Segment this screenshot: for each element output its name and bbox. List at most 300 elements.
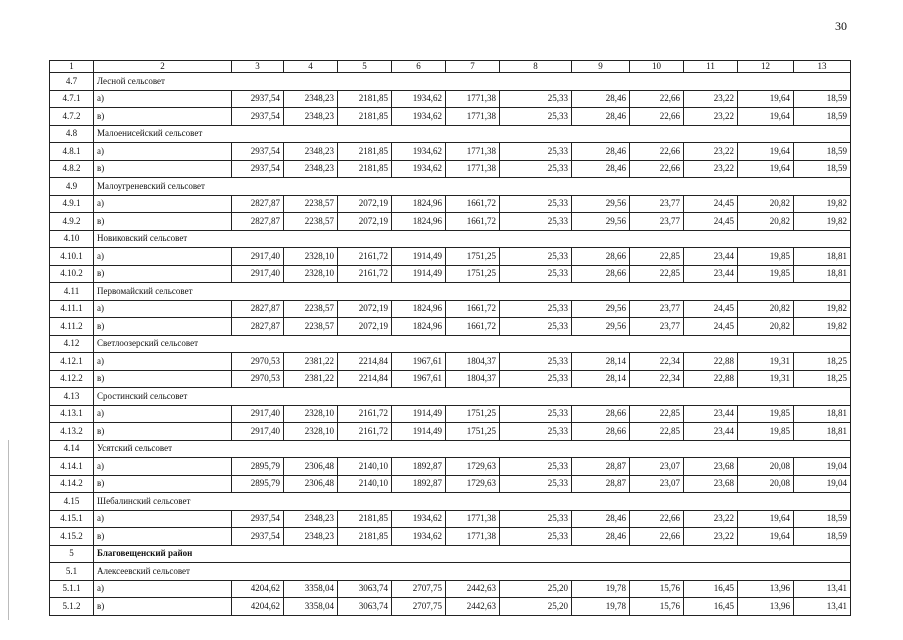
row-code: 4.13: [50, 388, 94, 406]
value-cell: 24,45: [684, 300, 738, 318]
value-cell: 23,22: [684, 510, 738, 528]
value-cell: 2238,57: [284, 318, 338, 336]
value-cell: 25,33: [500, 475, 572, 493]
value-cell: 25,33: [500, 108, 572, 126]
value-cell: 24,45: [684, 213, 738, 231]
value-cell: 1967,61: [392, 353, 446, 371]
value-cell: 1804,37: [446, 370, 500, 388]
value-cell: 2937,54: [232, 143, 284, 161]
value-cell: 2937,54: [232, 160, 284, 178]
value-cell: 20,08: [738, 475, 794, 493]
tariff-table: [49, 60, 851, 616]
value-cell: 25,33: [500, 248, 572, 266]
section-name: Шебалинский сельсовет: [94, 493, 851, 511]
value-cell: 2348,23: [284, 90, 338, 108]
row-label: в): [94, 318, 232, 336]
column-number-header: 11: [684, 61, 738, 73]
table-row: [50, 370, 851, 388]
row-code: 4.10.2: [50, 265, 94, 283]
value-cell: 2328,10: [284, 423, 338, 441]
row-code: 4.15.2: [50, 528, 94, 546]
value-cell: 2895,79: [232, 458, 284, 476]
value-cell: 19,85: [738, 405, 794, 423]
value-cell: 1934,62: [392, 143, 446, 161]
row-label: в): [94, 108, 232, 126]
value-cell: 19,64: [738, 90, 794, 108]
row-code: 4.15: [50, 493, 94, 511]
value-cell: 23,22: [684, 528, 738, 546]
value-cell: 2328,10: [284, 248, 338, 266]
section-name: Усятский сельсовет: [94, 440, 851, 458]
row-code: 4.12.1: [50, 353, 94, 371]
row-code: 4.12.2: [50, 370, 94, 388]
value-cell: 1771,38: [446, 108, 500, 126]
value-cell: 2348,23: [284, 108, 338, 126]
row-code: 4.10: [50, 230, 94, 248]
row-code: 4.7.1: [50, 90, 94, 108]
value-cell: 2072,19: [338, 195, 392, 213]
value-cell: 1751,25: [446, 423, 500, 441]
value-cell: 3358,04: [284, 598, 338, 616]
value-cell: 25,33: [500, 213, 572, 231]
value-cell: 1729,63: [446, 458, 500, 476]
value-cell: 25,33: [500, 423, 572, 441]
value-cell: 22,66: [630, 510, 684, 528]
value-cell: 25,33: [500, 405, 572, 423]
row-label: а): [94, 580, 232, 598]
row-code: 4.8: [50, 125, 94, 143]
value-cell: 28,87: [572, 475, 630, 493]
table-row: [50, 108, 851, 126]
value-cell: 19,78: [572, 598, 630, 616]
value-cell: 2306,48: [284, 475, 338, 493]
scan-edge-line: [8, 440, 9, 620]
value-cell: 29,56: [572, 195, 630, 213]
value-cell: 16,45: [684, 580, 738, 598]
value-cell: 1661,72: [446, 213, 500, 231]
value-cell: 23,44: [684, 265, 738, 283]
row-label: в): [94, 528, 232, 546]
row-label: в): [94, 160, 232, 178]
region-name: Благовещенский район: [94, 545, 851, 563]
value-cell: 2917,40: [232, 405, 284, 423]
value-cell: 2140,10: [338, 475, 392, 493]
value-cell: 25,20: [500, 598, 572, 616]
value-cell: 2970,53: [232, 370, 284, 388]
value-cell: 2238,57: [284, 195, 338, 213]
value-cell: 2306,48: [284, 458, 338, 476]
value-cell: 18,59: [794, 528, 851, 546]
value-cell: 2917,40: [232, 248, 284, 266]
value-cell: 24,45: [684, 195, 738, 213]
value-cell: 29,56: [572, 318, 630, 336]
section-row: [50, 335, 851, 353]
value-cell: 22,34: [630, 370, 684, 388]
value-cell: 23,22: [684, 160, 738, 178]
value-cell: 2917,40: [232, 423, 284, 441]
value-cell: 18,59: [794, 108, 851, 126]
value-cell: 2827,87: [232, 300, 284, 318]
row-code: 4.13.2: [50, 423, 94, 441]
value-cell: 3358,04: [284, 580, 338, 598]
value-cell: 28,46: [572, 143, 630, 161]
table-row: [50, 405, 851, 423]
value-cell: 2895,79: [232, 475, 284, 493]
value-cell: 28,46: [572, 160, 630, 178]
value-cell: 1934,62: [392, 108, 446, 126]
table-row: [50, 195, 851, 213]
value-cell: 1751,25: [446, 265, 500, 283]
column-number-header: 2: [94, 61, 232, 73]
value-cell: 18,81: [794, 423, 851, 441]
value-cell: 19,82: [794, 213, 851, 231]
value-cell: 25,33: [500, 160, 572, 178]
value-cell: 2238,57: [284, 213, 338, 231]
table-row: [50, 458, 851, 476]
value-cell: 25,33: [500, 528, 572, 546]
value-cell: 23,44: [684, 405, 738, 423]
value-cell: 23,22: [684, 90, 738, 108]
value-cell: 28,46: [572, 90, 630, 108]
value-cell: 2707,75: [392, 598, 446, 616]
value-cell: 13,41: [794, 598, 851, 616]
section-name: Лесной сельсовет: [94, 73, 851, 91]
value-cell: 18,81: [794, 405, 851, 423]
section-name: Сростинский сельсовет: [94, 388, 851, 406]
value-cell: 19,64: [738, 143, 794, 161]
value-cell: 2214,84: [338, 370, 392, 388]
table-row: [50, 580, 851, 598]
value-cell: 29,56: [572, 213, 630, 231]
value-cell: 1661,72: [446, 318, 500, 336]
value-cell: 22,88: [684, 353, 738, 371]
value-cell: 1892,87: [392, 475, 446, 493]
value-cell: 19,85: [738, 265, 794, 283]
row-code: 4.10.1: [50, 248, 94, 266]
section-name: Малоенисейский сельсовет: [94, 125, 851, 143]
row-label: а): [94, 353, 232, 371]
value-cell: 1824,96: [392, 195, 446, 213]
row-code: 4.12: [50, 335, 94, 353]
value-cell: 28,66: [572, 248, 630, 266]
column-number-header: 5: [338, 61, 392, 73]
section-name: Новиковский сельсовет: [94, 230, 851, 248]
value-cell: 28,87: [572, 458, 630, 476]
value-cell: 2707,75: [392, 580, 446, 598]
value-cell: 2937,54: [232, 528, 284, 546]
value-cell: 19,04: [794, 458, 851, 476]
row-code: 5.1.2: [50, 598, 94, 616]
value-cell: 23,07: [630, 458, 684, 476]
value-cell: 2072,19: [338, 318, 392, 336]
row-code: 4.11.1: [50, 300, 94, 318]
value-cell: 1751,25: [446, 248, 500, 266]
value-cell: 13,41: [794, 580, 851, 598]
value-cell: 2140,10: [338, 458, 392, 476]
value-cell: 1824,96: [392, 318, 446, 336]
value-cell: 22,66: [630, 528, 684, 546]
row-code: 4.11: [50, 283, 94, 301]
table-row: [50, 510, 851, 528]
value-cell: 13,96: [738, 598, 794, 616]
value-cell: 18,25: [794, 353, 851, 371]
value-cell: 2348,23: [284, 510, 338, 528]
section-name: Первомайский сельсовет: [94, 283, 851, 301]
value-cell: 1771,38: [446, 90, 500, 108]
row-code: 4.9: [50, 178, 94, 196]
table-row: [50, 90, 851, 108]
value-cell: 2937,54: [232, 90, 284, 108]
table-row: [50, 318, 851, 336]
value-cell: 28,14: [572, 353, 630, 371]
value-cell: 2348,23: [284, 143, 338, 161]
value-cell: 19,64: [738, 160, 794, 178]
table-row: [50, 213, 851, 231]
value-cell: 23,07: [630, 475, 684, 493]
row-code: 4.13.1: [50, 405, 94, 423]
row-code: 4.15.1: [50, 510, 94, 528]
table-row: [50, 300, 851, 318]
value-cell: 2970,53: [232, 353, 284, 371]
value-cell: 4204,62: [232, 580, 284, 598]
value-cell: 24,45: [684, 318, 738, 336]
section-row: [50, 283, 851, 301]
value-cell: 1824,96: [392, 300, 446, 318]
value-cell: 2214,84: [338, 353, 392, 371]
value-cell: 1914,49: [392, 405, 446, 423]
value-cell: 19,82: [794, 300, 851, 318]
row-label: а): [94, 195, 232, 213]
section-row: [50, 230, 851, 248]
value-cell: 23,22: [684, 108, 738, 126]
column-number-header: 12: [738, 61, 794, 73]
value-cell: 22,88: [684, 370, 738, 388]
value-cell: 2181,85: [338, 90, 392, 108]
value-cell: 1934,62: [392, 510, 446, 528]
value-cell: 1771,38: [446, 510, 500, 528]
section-row: [50, 493, 851, 511]
value-cell: 22,85: [630, 423, 684, 441]
value-cell: 28,14: [572, 370, 630, 388]
value-cell: 25,33: [500, 195, 572, 213]
value-cell: 2381,22: [284, 370, 338, 388]
value-cell: 25,33: [500, 143, 572, 161]
table-row: [50, 248, 851, 266]
section-name: Алексеевский сельсовет: [94, 563, 851, 581]
value-cell: 1967,61: [392, 370, 446, 388]
column-number-header-row: [50, 61, 851, 73]
section-row: [50, 125, 851, 143]
value-cell: 20,08: [738, 458, 794, 476]
value-cell: 25,33: [500, 318, 572, 336]
value-cell: 19,82: [794, 318, 851, 336]
value-cell: 2328,10: [284, 405, 338, 423]
value-cell: 22,85: [630, 248, 684, 266]
row-code: 5.1.1: [50, 580, 94, 598]
value-cell: 19,04: [794, 475, 851, 493]
row-label: а): [94, 458, 232, 476]
value-cell: 1934,62: [392, 90, 446, 108]
value-cell: 28,46: [572, 510, 630, 528]
value-cell: 2381,22: [284, 353, 338, 371]
table-row: [50, 353, 851, 371]
value-cell: 23,77: [630, 213, 684, 231]
row-label: а): [94, 300, 232, 318]
value-cell: 1771,38: [446, 528, 500, 546]
value-cell: 19,64: [738, 108, 794, 126]
table-row: [50, 265, 851, 283]
row-code: 4.14: [50, 440, 94, 458]
value-cell: 2181,85: [338, 160, 392, 178]
value-cell: 23,68: [684, 475, 738, 493]
value-cell: 18,59: [794, 90, 851, 108]
table-row: [50, 423, 851, 441]
value-cell: 1661,72: [446, 300, 500, 318]
row-label: а): [94, 510, 232, 528]
column-number-header: 7: [446, 61, 500, 73]
value-cell: 18,59: [794, 510, 851, 528]
value-cell: 2827,87: [232, 213, 284, 231]
value-cell: 2072,19: [338, 300, 392, 318]
value-cell: 3063,74: [338, 580, 392, 598]
value-cell: 13,96: [738, 580, 794, 598]
value-cell: 19,64: [738, 510, 794, 528]
value-cell: 2827,87: [232, 195, 284, 213]
value-cell: 2827,87: [232, 318, 284, 336]
row-label: а): [94, 248, 232, 266]
row-label: в): [94, 370, 232, 388]
value-cell: 25,33: [500, 353, 572, 371]
row-code: 4.14.2: [50, 475, 94, 493]
value-cell: 23,44: [684, 248, 738, 266]
section-row: [50, 563, 851, 581]
value-cell: 2442,63: [446, 580, 500, 598]
value-cell: 28,46: [572, 108, 630, 126]
value-cell: 19,78: [572, 580, 630, 598]
page-number: 30: [835, 19, 847, 33]
section-name: Малоугреневский сельсовет: [94, 178, 851, 196]
value-cell: 19,85: [738, 423, 794, 441]
value-cell: 19,82: [794, 195, 851, 213]
value-cell: 1824,96: [392, 213, 446, 231]
row-label: в): [94, 423, 232, 441]
row-label: в): [94, 213, 232, 231]
value-cell: 1892,87: [392, 458, 446, 476]
row-code: 5.1: [50, 563, 94, 581]
value-cell: 2348,23: [284, 528, 338, 546]
value-cell: 23,77: [630, 300, 684, 318]
value-cell: 2937,54: [232, 108, 284, 126]
section-row: [50, 178, 851, 196]
value-cell: 25,33: [500, 300, 572, 318]
value-cell: 25,20: [500, 580, 572, 598]
section-row: [50, 388, 851, 406]
value-cell: 2161,72: [338, 265, 392, 283]
value-cell: 23,22: [684, 143, 738, 161]
row-code: 5: [50, 545, 94, 563]
value-cell: 19,31: [738, 370, 794, 388]
value-cell: 25,33: [500, 265, 572, 283]
value-cell: 1934,62: [392, 528, 446, 546]
value-cell: 2937,54: [232, 510, 284, 528]
table-row: [50, 475, 851, 493]
column-number-header: 3: [232, 61, 284, 73]
table-row: [50, 160, 851, 178]
value-cell: 22,66: [630, 108, 684, 126]
value-cell: 19,64: [738, 528, 794, 546]
value-cell: 29,56: [572, 300, 630, 318]
value-cell: 1804,37: [446, 353, 500, 371]
value-cell: 1934,62: [392, 160, 446, 178]
column-number-header: 4: [284, 61, 338, 73]
row-label: в): [94, 475, 232, 493]
value-cell: 22,85: [630, 405, 684, 423]
value-cell: 18,81: [794, 265, 851, 283]
table-body: [50, 61, 851, 616]
value-cell: 28,46: [572, 528, 630, 546]
value-cell: 2161,72: [338, 248, 392, 266]
value-cell: 23,44: [684, 423, 738, 441]
value-cell: 22,34: [630, 353, 684, 371]
value-cell: 23,77: [630, 318, 684, 336]
value-cell: 18,81: [794, 248, 851, 266]
value-cell: 1914,49: [392, 423, 446, 441]
column-number-header: 9: [572, 61, 630, 73]
section-row: [50, 440, 851, 458]
value-cell: 15,76: [630, 580, 684, 598]
value-cell: 2348,23: [284, 160, 338, 178]
value-cell: 22,66: [630, 160, 684, 178]
value-cell: 2161,72: [338, 423, 392, 441]
region-row: [50, 545, 851, 563]
value-cell: 28,66: [572, 265, 630, 283]
value-cell: 25,33: [500, 370, 572, 388]
value-cell: 25,33: [500, 458, 572, 476]
value-cell: 2072,19: [338, 213, 392, 231]
value-cell: 22,66: [630, 90, 684, 108]
value-cell: 28,66: [572, 423, 630, 441]
value-cell: 2442,63: [446, 598, 500, 616]
column-number-header: 13: [794, 61, 851, 73]
value-cell: 1729,63: [446, 475, 500, 493]
value-cell: 20,82: [738, 318, 794, 336]
value-cell: 20,82: [738, 213, 794, 231]
value-cell: 19,31: [738, 353, 794, 371]
table-row: [50, 143, 851, 161]
section-row: [50, 73, 851, 91]
value-cell: 2238,57: [284, 300, 338, 318]
value-cell: 20,82: [738, 300, 794, 318]
row-code: 4.7.2: [50, 108, 94, 126]
value-cell: 23,77: [630, 195, 684, 213]
row-label: а): [94, 405, 232, 423]
value-cell: 2181,85: [338, 510, 392, 528]
value-cell: 22,66: [630, 143, 684, 161]
row-code: 4.7: [50, 73, 94, 91]
value-cell: 18,25: [794, 370, 851, 388]
section-name: Светлоозерский сельсовет: [94, 335, 851, 353]
row-label: а): [94, 90, 232, 108]
row-label: в): [94, 265, 232, 283]
value-cell: 1771,38: [446, 160, 500, 178]
value-cell: 18,59: [794, 143, 851, 161]
table-row: [50, 528, 851, 546]
value-cell: 2181,85: [338, 143, 392, 161]
value-cell: 2181,85: [338, 108, 392, 126]
value-cell: 2328,10: [284, 265, 338, 283]
row-code: 4.9.1: [50, 195, 94, 213]
value-cell: 28,66: [572, 405, 630, 423]
